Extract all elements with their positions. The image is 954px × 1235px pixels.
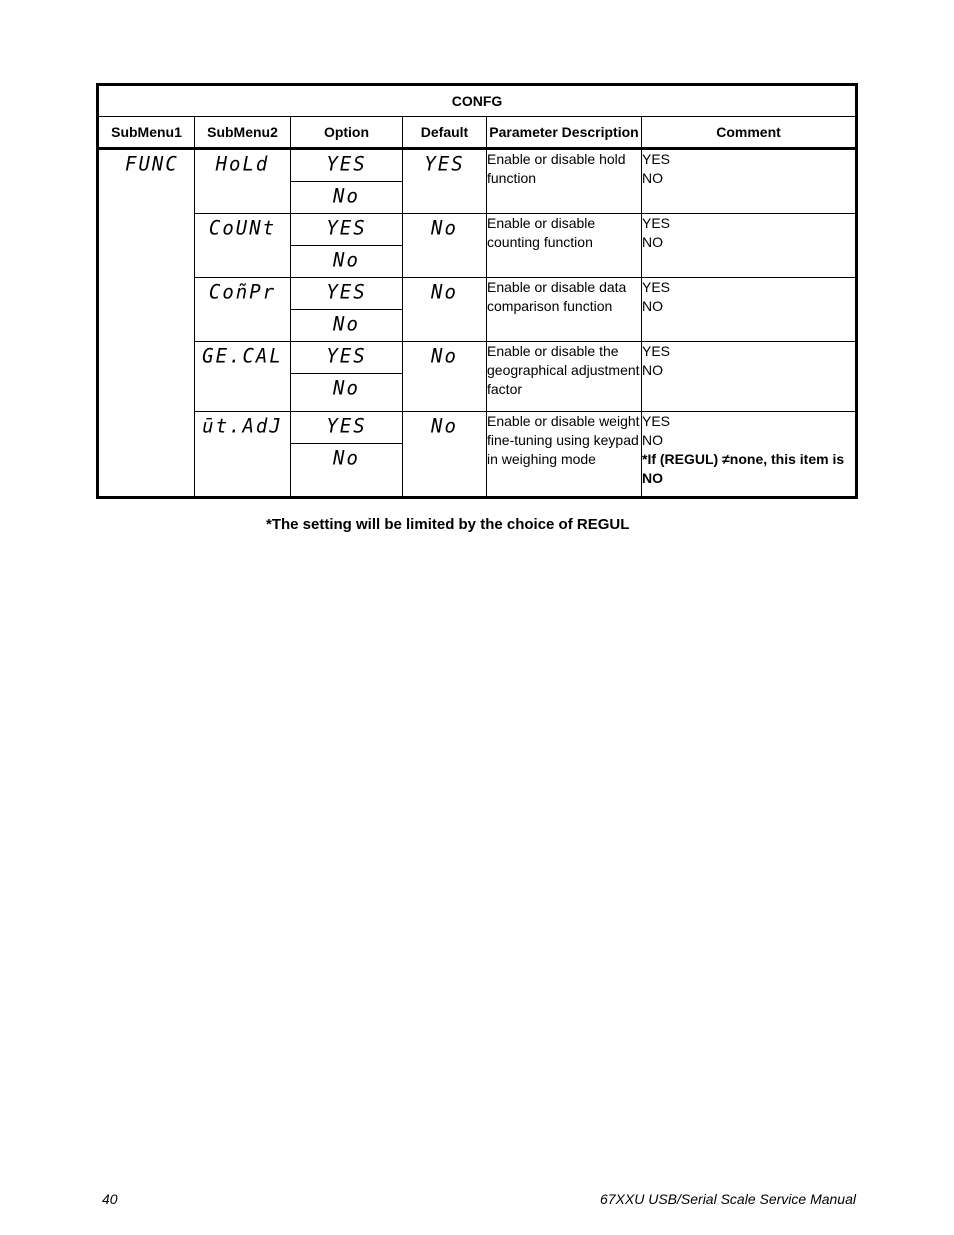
- option-cell: [291, 374, 403, 412]
- option-value: YES: [326, 152, 367, 176]
- default-cell: [403, 278, 487, 342]
- default-cell: [403, 149, 487, 214]
- header-option: Option: [291, 117, 403, 149]
- default-value: No: [431, 216, 458, 240]
- comment-cell: [642, 149, 857, 214]
- comment-cell: [642, 342, 857, 412]
- description-cell: Enable or disable weight fine-tuning using keypad in weighing mode: [487, 412, 642, 498]
- option-value: YES: [326, 344, 367, 368]
- option-value: No: [333, 376, 360, 400]
- header-default: Default: [403, 117, 487, 149]
- option-cell: [291, 278, 403, 310]
- comment-line: NO: [642, 432, 663, 448]
- header-submenu2: SubMenu2: [195, 117, 291, 149]
- default-value: No: [431, 414, 458, 438]
- default-cell: [403, 342, 487, 412]
- table-row: [98, 214, 857, 246]
- manual-title: 67XXU USB/Serial Scale Service Manual: [599, 1191, 856, 1207]
- submenu2-value: CoñPr: [208, 280, 277, 304]
- option-cell: [291, 412, 403, 444]
- description-cell: Enable or disable hold function: [487, 149, 642, 214]
- comment-line: NO: [642, 298, 663, 314]
- option-value: No: [333, 312, 360, 336]
- comment-note: *If (REGUL) ≠none, this item is NO: [642, 451, 845, 486]
- option-value: No: [333, 446, 360, 470]
- footnote: *The setting will be limited by the choice of REGUL: [266, 516, 630, 533]
- submenu2-cell: [195, 412, 291, 498]
- option-value: No: [333, 248, 360, 272]
- option-value: YES: [326, 216, 367, 240]
- comment-cell: [642, 278, 857, 342]
- description-cell: Enable or disable counting function: [487, 214, 642, 278]
- config-table: [96, 83, 858, 499]
- option-value: YES: [326, 414, 367, 438]
- table-row: [98, 342, 857, 374]
- header-comment: Comment: [642, 117, 857, 149]
- comment-line: NO: [642, 170, 663, 186]
- header-submenu1: SubMenu1: [98, 117, 195, 149]
- submenu2-value: ūt.AdJ: [202, 414, 283, 438]
- comment-line: YES: [642, 215, 671, 231]
- default-value: YES: [424, 152, 465, 176]
- default-cell: [403, 214, 487, 278]
- comment-line: NO: [642, 362, 663, 378]
- description-cell: Enable or disable the geographical adjustment factor: [487, 342, 642, 412]
- option-value: No: [333, 184, 360, 208]
- option-cell: [291, 342, 403, 374]
- table-row: [98, 278, 857, 310]
- table-row: [98, 149, 857, 182]
- comment-line: YES: [642, 413, 671, 429]
- default-value: No: [431, 280, 458, 304]
- default-value: No: [431, 344, 458, 368]
- submenu2-cell: [195, 342, 291, 412]
- submenu2-value: HoLd: [215, 152, 270, 176]
- option-cell: [291, 310, 403, 342]
- comment-cell: [642, 412, 857, 498]
- comment-line: YES: [642, 343, 671, 359]
- submenu2-value: CoUNt: [208, 216, 277, 240]
- option-cell: [291, 246, 403, 278]
- header-parameter-description: Parameter Description: [487, 117, 642, 149]
- option-value: YES: [326, 280, 367, 304]
- option-cell: [291, 214, 403, 246]
- option-cell: [291, 182, 403, 214]
- submenu2-cell: [195, 278, 291, 342]
- default-cell: [403, 412, 487, 498]
- submenu1-value: FUNC: [125, 152, 179, 176]
- comment-line: YES: [642, 279, 671, 295]
- description-cell: Enable or disable data comparison function: [487, 278, 642, 342]
- comment-line: YES: [642, 151, 671, 167]
- submenu2-cell: [195, 149, 291, 214]
- submenu2-value: GE.CAL: [202, 344, 283, 368]
- comment-line: NO: [642, 234, 663, 250]
- submenu1-cell: [98, 149, 195, 498]
- comment-cell: [642, 214, 857, 278]
- option-cell: [291, 149, 403, 182]
- submenu2-cell: [195, 214, 291, 278]
- option-cell: [291, 444, 403, 498]
- table-row: [98, 412, 857, 444]
- table-title: CONFG: [98, 85, 857, 117]
- page-number: 40: [102, 1191, 118, 1207]
